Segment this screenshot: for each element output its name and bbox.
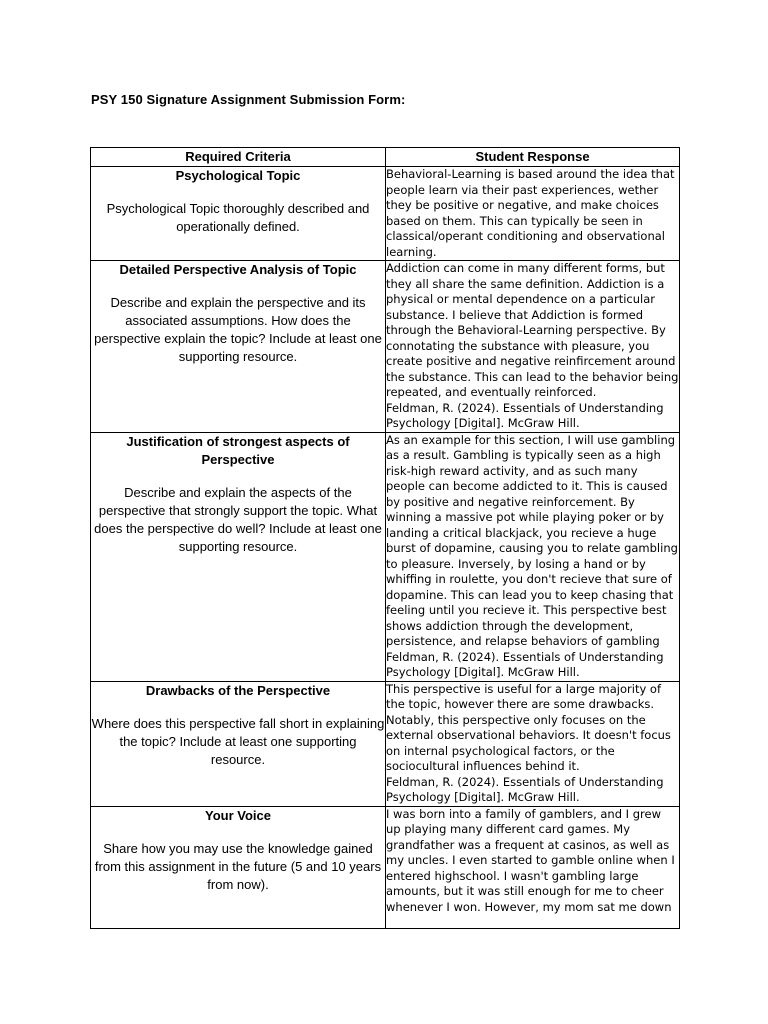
submission-table bbox=[90, 147, 680, 929]
criteria-cell bbox=[91, 261, 386, 433]
criteria-title: Your Voice bbox=[205, 807, 271, 823]
response-text: Behavioral-Learning is based around the idea that people learn via their past experiences, wether they be positive or negative, and make choices based on them. This can typically be seen in classical/operant conditioning and observational learning. bbox=[386, 167, 675, 259]
criteria-description: Describe and explain the aspects of the perspective that strongly support the topic. What does the perspective do well? Include at least one supporting resource. bbox=[94, 484, 382, 554]
response-text: This perspective is useful for a large majority of the topic, however there are some drawbacks. Notably, this perspective only focuses on the external observational behaviors. It doesn't focus on internal psychological factors, or the sociocultural influences behind it. bbox=[386, 681, 671, 773]
response-cell bbox=[386, 167, 680, 261]
table-row bbox=[91, 432, 680, 681]
criteria-cell bbox=[91, 681, 386, 806]
response-cell bbox=[386, 432, 680, 681]
table-row bbox=[91, 806, 680, 928]
document-title: PSY 150 Signature Assignment Submission Form: bbox=[91, 92, 406, 107]
criteria-title: Drawbacks of the Perspective bbox=[145, 682, 331, 698]
criteria-title: Justification of strongest aspects of Perspective bbox=[126, 433, 350, 467]
response-text: As an example for this section, I will use gambling as a result. Gambling is typically seen as a high risk-high reward activity, and as such many people can become addicted to it. This is caused by positive and negative reinforcement. By winning a massive pot while playing poker or by landing a critical blackjack, you recieve a huge burst of dopamine, causing you to relate gambling to pleasure. Inversely, by losing a hand or by whiffing in roulette, you don't recieve that sure of dopamine. This can lead you to keep chasing that feeling until you recieve it. This perspective best shows addiction through the development, persistence, and relapse behaviors of gambling bbox=[386, 432, 678, 648]
criteria-description: Psychological Topic thoroughly described and operationally defined. bbox=[106, 201, 370, 234]
response-cell bbox=[386, 806, 680, 928]
criteria-description: Share how you may use the knowledge gained from this assignment in the future (5 and 10 years from now). bbox=[94, 840, 382, 892]
response-text: Addiction can come in many different forms, but they all share the same definition. Addiction is a physical or mental dependence on a particular substance. I believe that Addiction is formed through the Behavioral-Learning perspective. By connotating the substance with pleasure, you create positive and negative reinfircement around the substance. This can lead to the behavior being repeated, and eventually reinforced. bbox=[386, 261, 679, 399]
table-row bbox=[91, 167, 680, 261]
table-row bbox=[91, 261, 680, 433]
criteria-cell bbox=[91, 432, 386, 681]
criteria-description: Where does this perspective fall short in explaining the topic? Include at least one supporting resource. bbox=[91, 715, 385, 767]
response-citation: Feldman, R. (2024). Essentials of Understanding Psychology [Digital]. McGraw Hill. bbox=[386, 774, 664, 804]
criteria-cell bbox=[91, 167, 386, 261]
criteria-title: Psychological Topic bbox=[175, 168, 301, 183]
header-student-response: Student Response bbox=[386, 148, 680, 167]
header-required-criteria: Required Criteria bbox=[91, 148, 386, 167]
criteria-description: Describe and explain the perspective and its associated assumptions. How does the perspective explain the topic? Include at least one supporting resource. bbox=[94, 295, 382, 364]
criteria-cell bbox=[91, 806, 386, 928]
response-cell bbox=[386, 681, 680, 806]
response-citation: Feldman, R. (2024). Essentials of Understanding Psychology [Digital]. McGraw Hill. bbox=[386, 649, 664, 679]
response-cell bbox=[386, 261, 680, 433]
table-header-row bbox=[91, 148, 680, 167]
table-row bbox=[91, 681, 680, 806]
response-citation: Feldman, R. (2024). Essentials of Understanding Psychology [Digital]. McGraw Hill. bbox=[386, 400, 664, 430]
criteria-title: Detailed Perspective Analysis of Topic bbox=[119, 262, 357, 277]
response-text: I was born into a family of gamblers, and I grew up playing many different card games. My grandfather was a frequent at casinos, as well as my uncles. I even started to gamble online when I entered highschool. I wasn't gambling large amounts, but it was still enough for me to cheer whenever I won. However, my mom sat me down bbox=[386, 806, 675, 914]
